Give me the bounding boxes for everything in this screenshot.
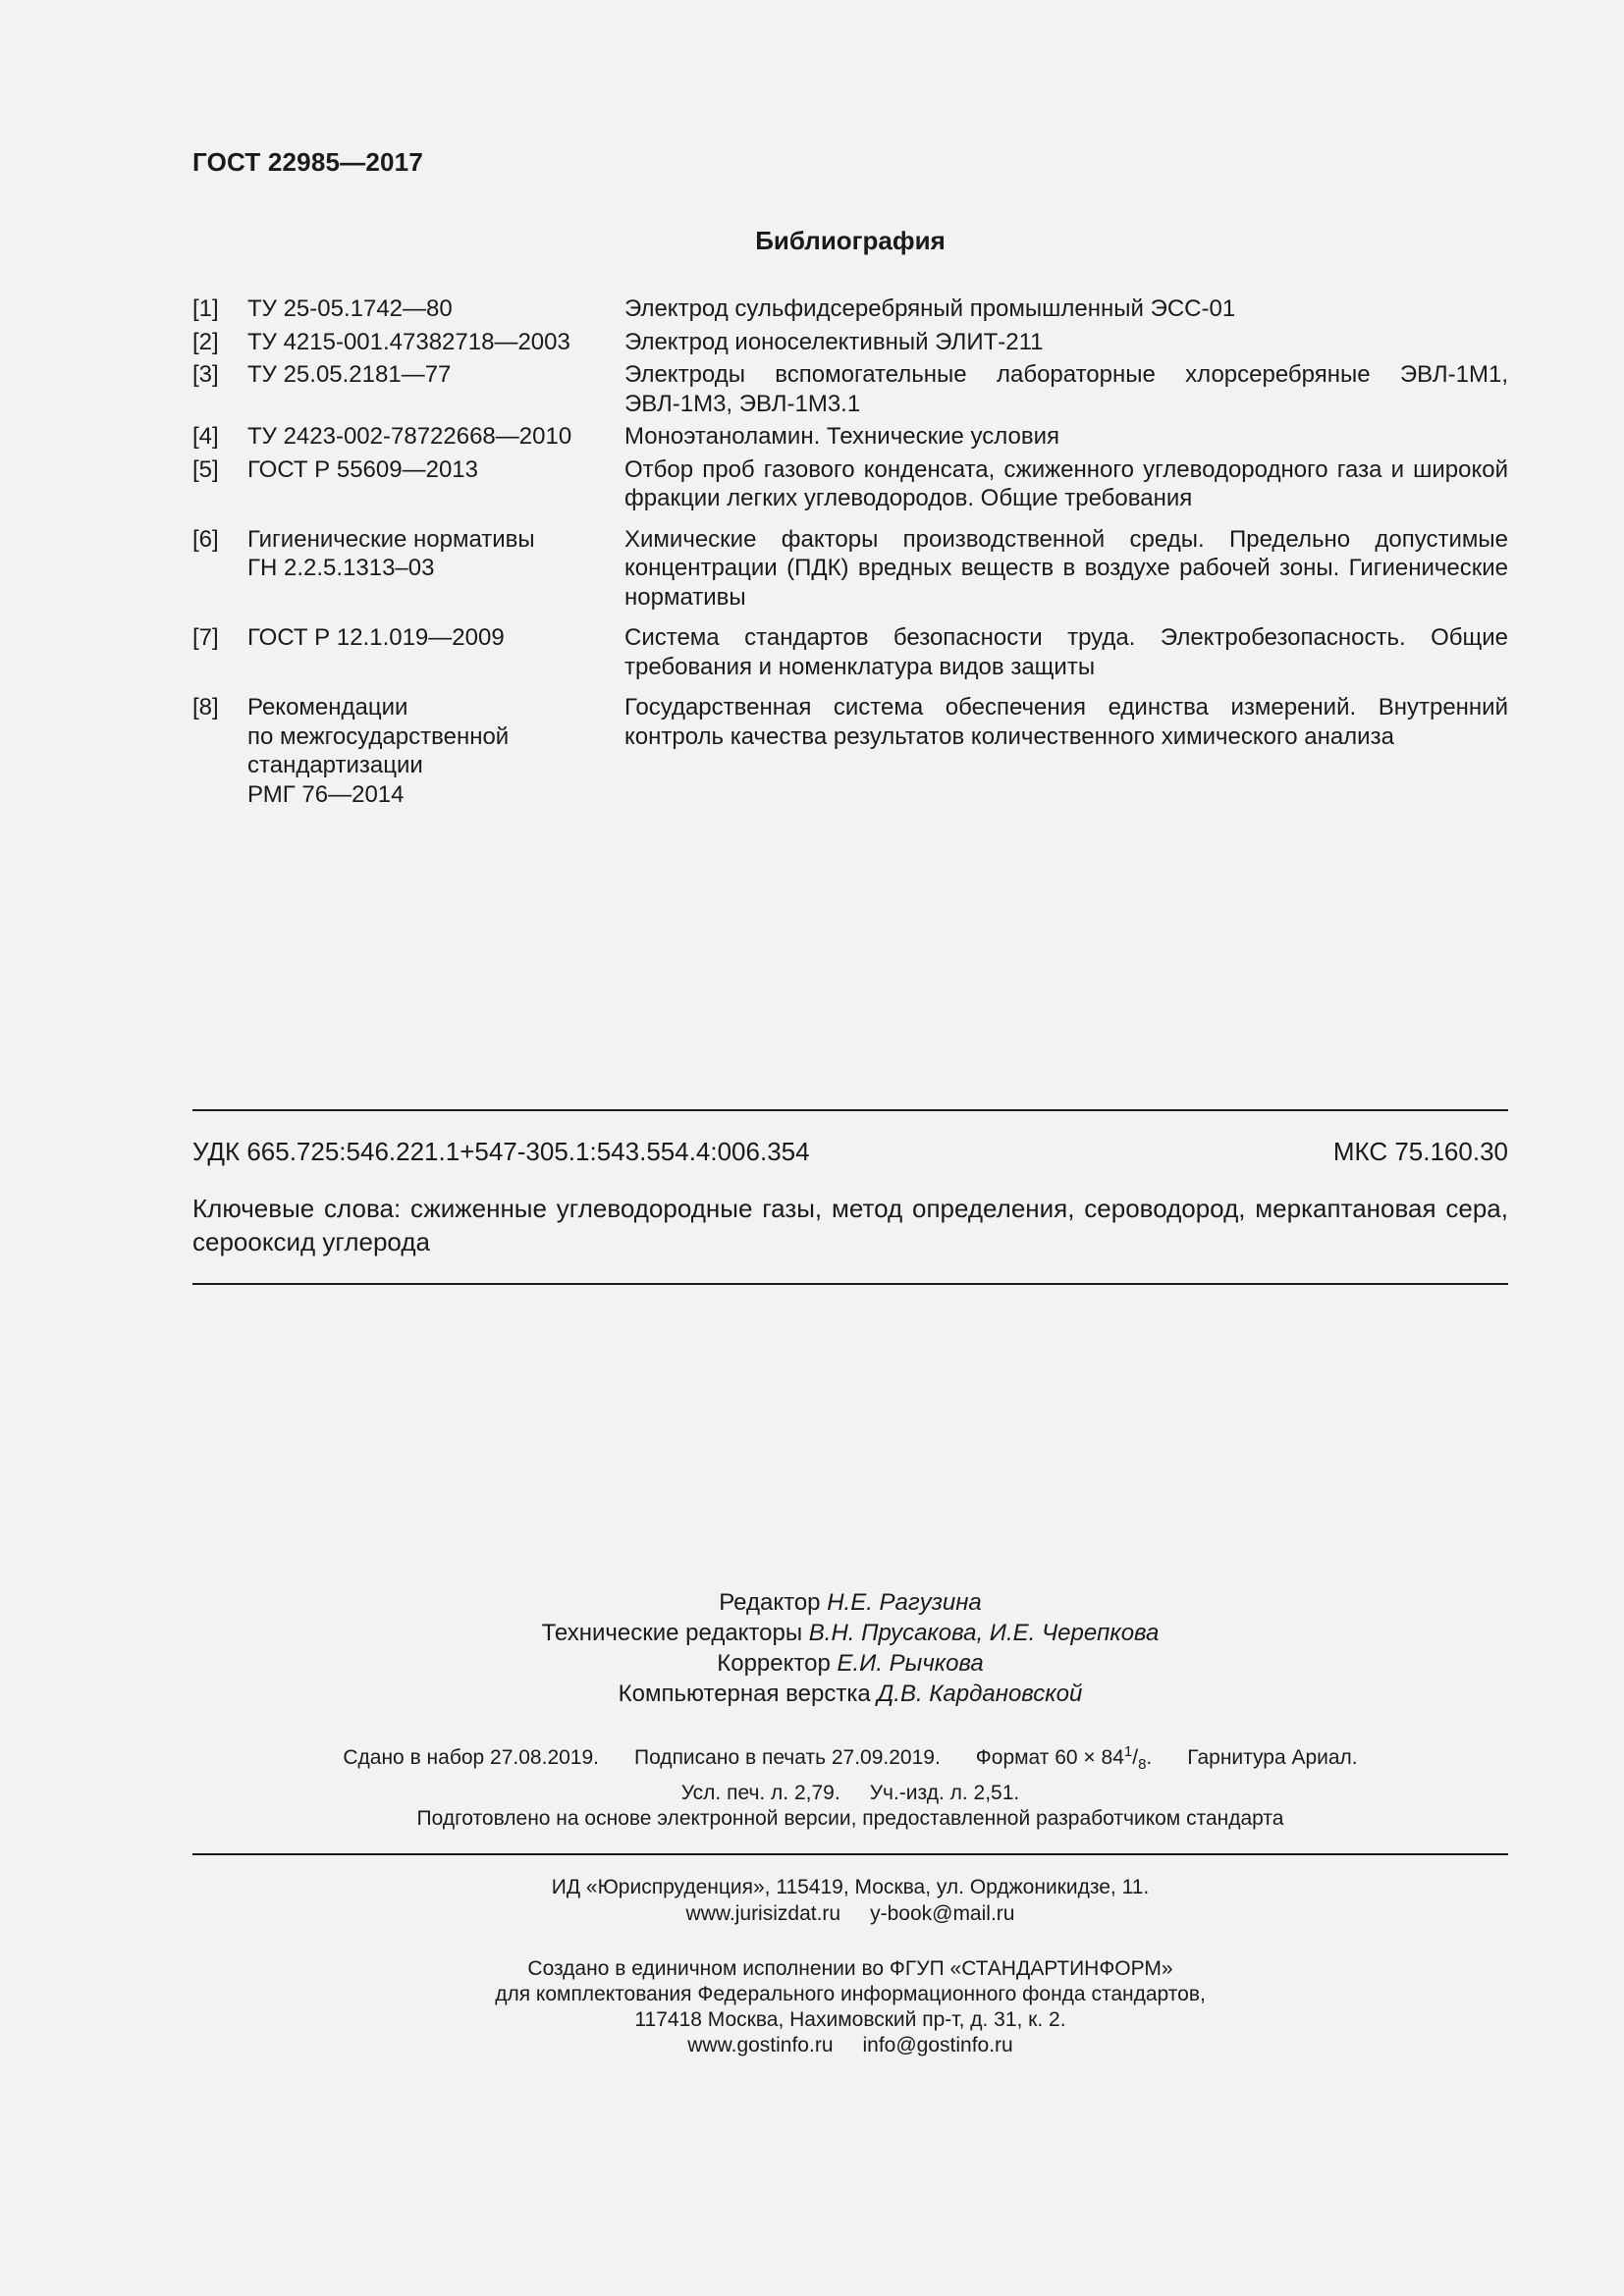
item-reference: ТУ 25.05.2181—77 (247, 361, 452, 388)
classification-row (192, 1137, 1508, 1167)
keywords-divider (192, 1283, 1508, 1285)
item-number: [1] (192, 295, 219, 322)
item-title: Отбор проб газового конденсата, сжиженного углеводородного газа и широкой фракции легких углеводородов. Общие требования (624, 455, 1508, 511)
item-title: Государственная система обеспечения единства измерений. Внутренний контроль качества результатов количественного химического анализа (624, 694, 1508, 750)
item-number: [7] (192, 624, 219, 651)
item-reference: Гигиенические нормативы ГН 2.2.5.1313–03 (247, 525, 535, 581)
corrector-line (192, 1648, 1508, 1679)
editor-name: Н.Е. Рагузина (827, 1589, 982, 1616)
bibliography-item (192, 360, 1508, 418)
bibliography-item (192, 294, 1508, 324)
item-reference: Рекомендации по межгосударственной стандартизации РМГ 76—2014 (247, 694, 510, 808)
item-reference: ГОСТ Р 12.1.019—2009 (247, 624, 505, 651)
item-reference: ТУ 4215-001.47382718—2003 (247, 328, 570, 355)
item-reference: ТУ 2423-002-78722668—2010 (247, 423, 572, 450)
udk-code: УДК 665.725:546.221.1+547-305.1:543.554.4:006.354 (192, 1137, 810, 1166)
format: Формат $60 \times 84^1/_8$. (975, 1743, 1153, 1774)
item-number: [6] (192, 525, 219, 553)
publisher-address: ИД «Юриспруденция», 115419, Москва, ул. Орджоникидзе, 11. (551, 1876, 1150, 1898)
publisher-email[interactable]: y-book@mail.ru (870, 1902, 1015, 1925)
item-title: Электрод ионоселективный ЭЛИТ-211 (624, 328, 1044, 355)
item-title: Электрод сульфидсеребряный промышленный ЭСС-01 (624, 295, 1236, 322)
layout-label: Компьютерная верстка (618, 1681, 878, 1707)
signed-date: Подписано в печать 27.09.2019. (634, 1746, 941, 1769)
credits-block (192, 1587, 1508, 1709)
item-number: [3] (192, 361, 219, 388)
prepared-note: Подготовлено на основе электронной версии, предоставленной разработчиком стандарта (416, 1807, 1284, 1830)
publisher-contacts (192, 1900, 1508, 1927)
bottom-divider (192, 1853, 1508, 1855)
print-info (192, 1737, 1508, 1807)
creator-site[interactable]: www.gostinfo.ru (687, 2034, 834, 2056)
print-sheets: Усл. печ. л. 2,79. (680, 1782, 840, 1805)
item-reference: ТУ 25-05.1742—80 (247, 295, 453, 322)
creator-line-3: 117418 Москва, Нахимовский пр-т, д. 31, к. 2. (634, 2008, 1066, 2031)
item-number: [4] (192, 423, 219, 450)
tech-editors-line (192, 1618, 1508, 1648)
layout-line (192, 1679, 1508, 1709)
bibliography-item (192, 455, 1508, 513)
bibliography-title: Библиография (755, 226, 946, 255)
tech-editors-names: В.Н. Прусакова, И.Е. Черепкова (808, 1620, 1160, 1646)
item-title: Химические факторы производственной среды. Предельно допустимые концентрации (ПДК) вредных веществ в воздухе рабочей зоны. Гигиенические нормативы (624, 525, 1508, 611)
creator-email[interactable]: info@gostinfo.ru (862, 2034, 1013, 2056)
creator-contacts (192, 2033, 1508, 2058)
typeface: Гарнитура Ариал. (1187, 1746, 1358, 1769)
item-reference: ГОСТ Р 55609—2013 (247, 455, 478, 483)
publisher-site[interactable]: www.jurisizdat.ru (685, 1902, 841, 1925)
editor-line (192, 1587, 1508, 1618)
corrector-name: Е.И. Рычкова (837, 1650, 984, 1677)
item-number: [8] (192, 694, 219, 721)
item-title: Система стандартов безопасности труда. Электробезопасность. Общие требования и номенклатура видов защиты (624, 624, 1508, 680)
item-title: Моноэтаноламин. Технические условия (624, 423, 1059, 450)
bibliography-item (192, 693, 1508, 809)
tech-editors-label: Технические редакторы (541, 1620, 809, 1646)
item-title: Электроды вспомогательные лабораторные хлорсеребряные ЭВЛ-1М1, ЭВЛ-1М3, ЭВЛ-1М3.1 (624, 361, 1508, 417)
creator-line-1: Создано в единичном исполнении во ФГУП «СТАНДАРТИНФОРМ» (527, 1957, 1173, 1980)
publisher-block (192, 1874, 1508, 1927)
item-number: [5] (192, 455, 219, 483)
item-number: [2] (192, 328, 219, 355)
layout-name: Д.В. Кардановской (877, 1681, 1083, 1707)
bibliography-list (192, 294, 1508, 813)
sent-date: Сдано в набор 27.08.2019. (343, 1746, 599, 1769)
corrector-label: Корректор (717, 1650, 838, 1677)
bibliography-item (192, 525, 1508, 613)
editor-label: Редактор (719, 1589, 828, 1616)
document-code: ГОСТ 22985—2017 (192, 147, 423, 177)
print-info-line-1 (192, 1737, 1508, 1779)
keywords: Ключевые слова: сжиженные углеводородные газы, метод определения, сероводород, меркаптановая сера, серооксид углерода (192, 1194, 1508, 1256)
top-divider (192, 1109, 1508, 1111)
bibliography-item (192, 328, 1508, 357)
creator-line-2: для комплектования Федерального информационного фонда стандартов, (495, 1983, 1206, 2005)
bibliography-item (192, 422, 1508, 452)
pub-sheets: Уч.-изд. л. 2,51. (869, 1782, 1020, 1805)
print-info-line-2 (192, 1779, 1508, 1807)
mks-code: МКС 75.160.30 (1332, 1137, 1508, 1166)
creator-block (192, 1956, 1508, 2058)
bibliography-item (192, 623, 1508, 681)
